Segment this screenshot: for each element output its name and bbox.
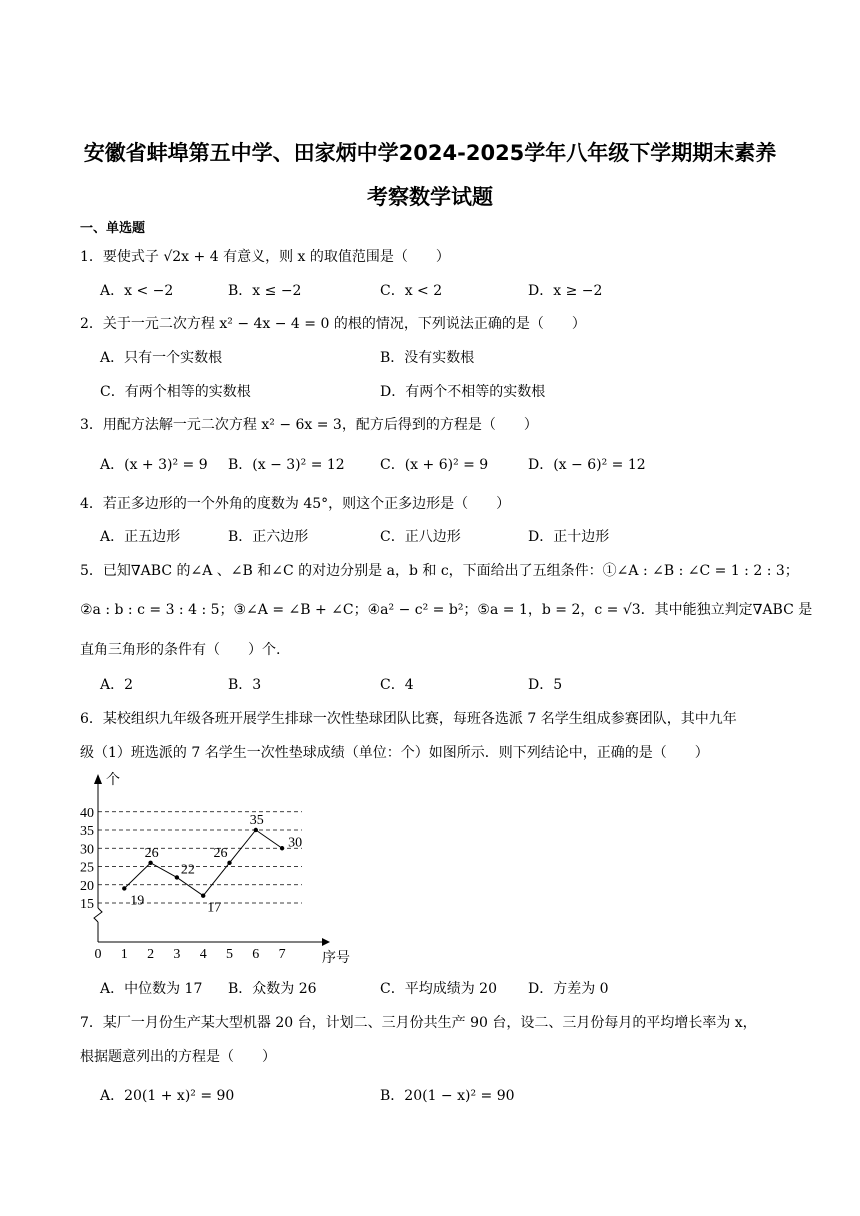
q3-option-c: C．(x + 6)² = 9 <box>380 457 489 473</box>
x-tick-label-0: 0 <box>94 947 102 962</box>
question-5-line-2: ②a : b : c = 3 : 4 : 5；③∠A = ∠B + ∠C；④a² − c² = b²；⑤a = 1，b = 2，c = √3．其中能独立判定∇ABC 是 <box>80 602 813 618</box>
data-point-4 <box>201 894 205 898</box>
x-axis-arrow <box>322 938 330 946</box>
data-point-7 <box>280 846 284 850</box>
q5-option-b: B．3 <box>228 677 262 693</box>
chart-axes <box>94 772 350 966</box>
question-4-text: 4．若正多边形的一个外角的度数为 45°，则这个正多边形是（ ） <box>80 496 511 512</box>
q5-option-c: C．4 <box>380 677 414 693</box>
q7-option-b: B．20(1 − x)² = 90 <box>380 1088 515 1104</box>
question-6-line-1: 6．某校组织九年级各班开展学生排球一次性垫球团队比赛，每班各选派 7 名学生组成参赛团队，其中九年 <box>80 711 737 727</box>
q4-option-b: B．正六边形 <box>228 529 309 545</box>
q2-option-a: A．只有一个实数根 <box>100 350 223 366</box>
x-tick-label-5: 5 <box>226 947 233 962</box>
q6-option-b: B．众数为 26 <box>228 981 317 997</box>
q3-option-a: A．(x + 3)² = 9 <box>100 457 208 473</box>
data-point-5 <box>227 861 231 865</box>
chart-series <box>122 813 302 916</box>
question-2-text: 2．关于一元二次方程 x² − 4x − 4 = 0 的根的情况，下列说法正确的是（ ） <box>80 316 586 332</box>
data-label-7: 30 <box>288 835 303 851</box>
data-label-4: 17 <box>207 900 222 916</box>
y-tick-label-35: 35 <box>80 824 94 839</box>
q5-option-a: A．2 <box>100 677 134 693</box>
x-tick-label-2: 2 <box>147 947 155 962</box>
question-3-text: 3．用配方法解一元二次方程 x² − 6x = 3，配方后得到的方程是（ ） <box>80 417 538 433</box>
q1-option-b: B．x ≤ −2 <box>228 283 302 299</box>
x-tick-label-6: 6 <box>252 947 260 962</box>
question-5-line-3: 直角三角形的条件有（ ）个. <box>80 642 281 658</box>
q4-option-c: C．正八边形 <box>380 529 461 545</box>
q1-option-c: C．x < 2 <box>380 283 443 299</box>
y-tick-label-15: 15 <box>80 897 94 912</box>
question-7-line-1: 7．某厂一月份生产某大型机器 20 台，计划二、三月份共生产 90 台，设二、三月份每月的平均增长率为 x， <box>80 1015 757 1031</box>
chart-grid <box>98 812 302 903</box>
y-axis-label: 个 <box>106 773 120 788</box>
data-label-6: 35 <box>249 813 264 828</box>
q3-option-b: B．(x − 3)² = 12 <box>228 457 345 473</box>
section-heading: 一、单选题 <box>80 221 146 236</box>
y-tick-label-20: 20 <box>80 878 94 894</box>
q7-option-a: A．20(1 + x)² = 90 <box>100 1088 235 1104</box>
data-point-3 <box>175 875 179 879</box>
data-label-2: 26 <box>144 845 159 861</box>
data-label-5: 26 <box>213 845 228 861</box>
series-line <box>124 830 282 896</box>
y-tick-label-25: 25 <box>80 860 94 876</box>
score-line-chart <box>70 770 350 970</box>
y-axis-arrow <box>94 774 102 784</box>
data-point-1 <box>122 886 126 890</box>
axis-break-mark <box>94 908 102 922</box>
question-7-line-2: 根据题意列出的方程是（ ） <box>80 1049 276 1065</box>
q6-option-d: D．方差为 0 <box>528 981 609 997</box>
q2-option-d: D．有两个不相等的实数根 <box>380 384 546 400</box>
x-tick-label-3: 3 <box>173 947 181 962</box>
q2-option-c: C．有两个相等的实数根 <box>100 384 251 400</box>
q1-option-d: D．x ≥ −2 <box>528 283 603 299</box>
q4-option-d: D．正十边形 <box>528 529 610 545</box>
q4-option-a: A．正五边形 <box>100 529 181 545</box>
question-5-line-1: 5．已知∇ABC 的∠A 、∠B 和∠C 的对边分别是 a，b 和 c，下面给出了五组条件：①∠A : ∠B : ∠C = 1 : 2 : 3； <box>80 563 799 579</box>
q6-option-a: A．中位数为 17 <box>100 981 203 997</box>
document-title-line-2: 考察数学试题 <box>367 185 493 209</box>
q6-option-c: C．平均成绩为 20 <box>380 981 497 997</box>
data-label-1: 19 <box>130 893 145 909</box>
question-6-line-2: 级（1）班选派的 7 名学生一次性垫球成绩（单位：个）如图所示．则下列结论中，正确的是（ ） <box>80 745 709 761</box>
q1-option-a: A．x < −2 <box>100 283 174 299</box>
question-1-text: 1．要使式子 √2x + 4 有意义，则 x 的取值范围是（ ） <box>80 249 450 265</box>
x-tick-label-7: 7 <box>278 947 286 962</box>
document-title-line-1: 安徽省蚌埠第五中学、田家炳中学2024-2025学年八年级下学期期末素养 <box>83 141 777 165</box>
q3-option-d: D．(x − 6)² = 12 <box>528 457 646 473</box>
q5-option-d: D．5 <box>528 677 563 693</box>
x-axis-label: 序号 <box>322 951 350 966</box>
data-label-3: 22 <box>180 862 195 878</box>
data-point-6 <box>254 828 258 832</box>
y-tick-label-30: 30 <box>80 842 94 858</box>
y-tick-label-40: 40 <box>80 805 94 821</box>
data-point-2 <box>148 861 152 865</box>
x-tick-label-1: 1 <box>120 947 128 962</box>
x-tick-label-4: 4 <box>199 947 207 962</box>
q2-option-b: B．没有实数根 <box>380 350 475 366</box>
